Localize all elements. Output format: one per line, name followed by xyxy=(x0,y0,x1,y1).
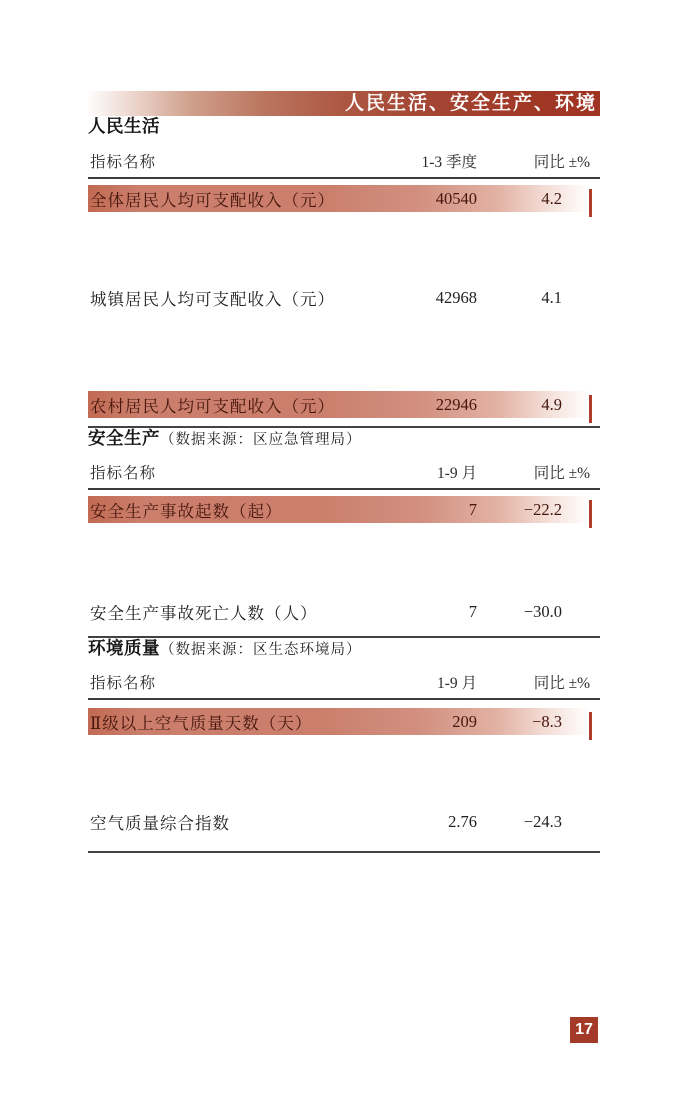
table-header-row xyxy=(88,464,600,490)
row-value: 40540 xyxy=(435,188,477,208)
row-value: 7 xyxy=(468,499,477,519)
column-header-yoy: 同比 ±% xyxy=(533,154,590,171)
column-header-indicator: 指标名称 xyxy=(90,154,157,171)
section-title-text: 环境质量 xyxy=(88,638,160,658)
row-indicator-name: 城镇居民人均可支配收入（元） xyxy=(90,290,335,309)
column-header-period: 1-9 月 xyxy=(436,675,477,692)
row-value: 7 xyxy=(468,602,477,621)
table-header-row xyxy=(88,153,600,179)
row-yoy: −22.2 xyxy=(523,499,562,519)
table-row xyxy=(88,811,600,833)
page-content xyxy=(88,91,600,853)
row-value: 42968 xyxy=(435,288,477,307)
section-title xyxy=(88,116,600,137)
column-header-indicator: 指标名称 xyxy=(90,465,157,482)
row-indicator-name: 全体居民人均可支配收入（元） xyxy=(90,190,335,210)
section-environment-quality xyxy=(88,638,600,853)
column-header-yoy: 同比 ±% xyxy=(533,465,590,482)
row-yoy: 4.1 xyxy=(541,288,562,307)
row-end-tick xyxy=(589,500,592,528)
table-row xyxy=(88,496,600,523)
page-number-badge: 17 xyxy=(570,1017,598,1043)
table-row xyxy=(88,185,600,212)
row-yoy: −8.3 xyxy=(532,711,562,731)
section-title xyxy=(88,638,600,661)
section-peoples-life xyxy=(88,116,600,428)
column-header-period: 1-3 季度 xyxy=(421,154,477,171)
table-row xyxy=(88,601,600,623)
section-source-note: （数据来源：区生态环境局） xyxy=(160,642,362,658)
row-indicator-name: 空气质量综合指数 xyxy=(90,814,230,833)
row-indicator-name: Ⅱ级以上空气质量天数（天） xyxy=(90,713,313,733)
section-title-text: 人民生活 xyxy=(88,116,160,136)
column-header-yoy: 同比 ±% xyxy=(533,675,590,692)
row-yoy: 4.2 xyxy=(541,188,562,208)
table-row xyxy=(88,287,600,309)
row-end-tick xyxy=(589,395,592,423)
page-header-title: 人民生活、安全生产、环境 xyxy=(344,93,597,114)
section-source-note: （数据来源：区应急管理局） xyxy=(160,432,362,448)
row-indicator-name: 安全生产事故起数（起） xyxy=(90,501,283,521)
column-header-indicator: 指标名称 xyxy=(90,675,157,692)
row-end-tick xyxy=(589,189,592,217)
page-header-bar xyxy=(88,91,600,116)
table-row xyxy=(88,391,600,418)
row-value: 2.76 xyxy=(448,812,477,831)
table-bottom-rule xyxy=(88,851,600,853)
section-title xyxy=(88,428,600,451)
row-value: 22946 xyxy=(435,394,477,414)
column-header-period: 1-9 月 xyxy=(436,465,477,482)
section-title-text: 安全生产 xyxy=(88,428,160,448)
table-header-row xyxy=(88,674,600,700)
table-row xyxy=(88,708,600,735)
row-yoy: −30.0 xyxy=(523,602,562,621)
row-yoy: 4.9 xyxy=(541,394,562,414)
row-indicator-name: 安全生产事故死亡人数（人） xyxy=(90,604,318,623)
row-yoy: −24.3 xyxy=(523,812,562,831)
row-indicator-name: 农村居民人均可支配收入（元） xyxy=(90,396,335,416)
section-work-safety xyxy=(88,428,600,638)
row-end-tick xyxy=(589,712,592,740)
row-value: 209 xyxy=(452,711,477,731)
